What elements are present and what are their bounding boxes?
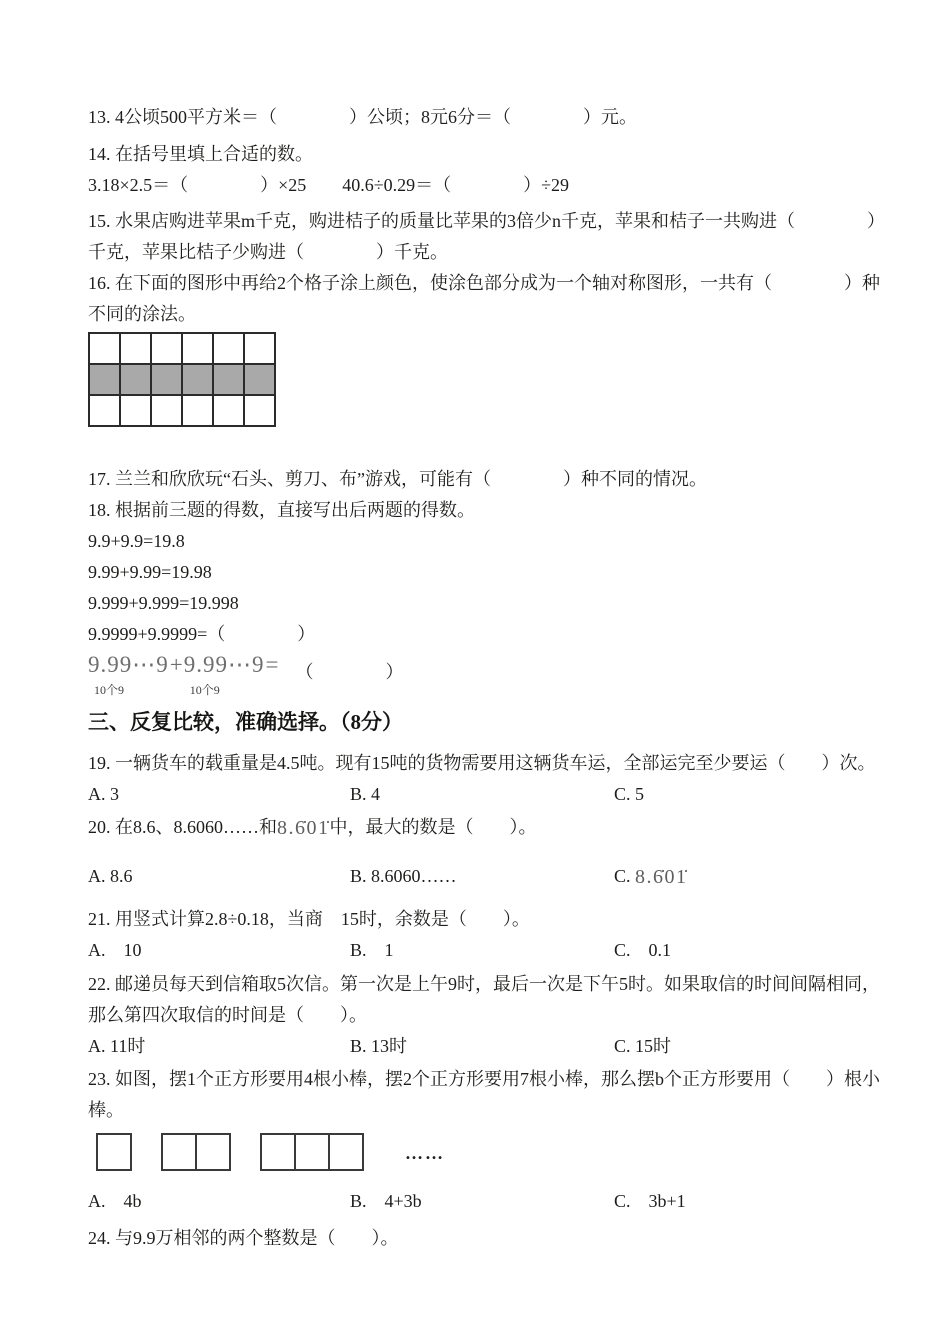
grid-row xyxy=(90,396,276,427)
option-c-letter: C. xyxy=(614,866,636,886)
question-24: 24. 与9.9万相邻的两个整数是（ ）。 xyxy=(88,1228,399,1248)
repeating-decimal-value: 8.6̇01̇ xyxy=(635,866,688,888)
question-20-stem-prefix: 20. 在8.6、8.6060……和 xyxy=(88,817,277,837)
question-23-line1: 23. 如图，摆1个正方形要用4根小棒，摆2个正方形要用7根小棒，那么摆b个正方形要用（ ）根小 xyxy=(88,1069,880,1089)
grid-cell-shaded xyxy=(152,365,183,396)
question-21-option-c: C. 0.1 xyxy=(614,940,672,960)
question-19-option-a: A. 3 xyxy=(88,784,119,804)
repeating-nines-term-2 xyxy=(183,652,265,697)
repeating-decimal-value: 8.6̇01̇ xyxy=(277,817,330,839)
repeating-nines-value: 9.99⋯9 xyxy=(183,652,265,677)
question-21-options xyxy=(88,935,880,966)
section-3-title: 三、反复比较，准确选择。（8分） xyxy=(88,710,403,734)
question-18-equation-5 xyxy=(88,652,880,704)
squares-figure xyxy=(96,1133,880,1173)
squares-ellipsis: …… xyxy=(405,1142,445,1163)
question-23-option-b: B. 4+3b xyxy=(350,1191,422,1211)
squares-group-2 xyxy=(161,1133,231,1171)
grid-cell xyxy=(90,334,121,365)
question-14-equations: 3.18×2.5＝（ ）×25 40.6÷0.29＝（ ）÷29 xyxy=(88,175,570,195)
question-21: 21. 用竖式计算2.8÷0.18，当商 15时，余数是（ ）。 xyxy=(88,909,530,929)
repeating-nines-value: 9.99⋯9 xyxy=(88,652,169,677)
question-15-line1: 15. 水果店购进苹果m千克，购进桔子的质量比苹果的3倍少n千克，苹果和桔子一共购进（ ） xyxy=(88,211,885,231)
square-cell xyxy=(328,1133,364,1171)
squares-group-3 xyxy=(260,1133,364,1171)
square-cell xyxy=(260,1133,296,1171)
question-19-options xyxy=(88,779,880,810)
question-22-option-b: B. 13时 xyxy=(350,1036,408,1056)
question-19-option-c: C. 5 xyxy=(614,784,645,804)
question-16-line2: 不同的涂法。 xyxy=(88,304,196,324)
square-cell xyxy=(294,1133,330,1171)
question-23-option-c: C. 3b+1 xyxy=(614,1191,686,1211)
question-21-option-b: B. 1 xyxy=(350,940,394,960)
grid-figure xyxy=(88,332,276,427)
square-cell xyxy=(96,1133,132,1171)
grid-cell xyxy=(214,334,245,365)
grid-cell-shaded xyxy=(90,365,121,396)
question-23-options xyxy=(88,1186,880,1217)
grid-cell-shaded xyxy=(121,365,152,396)
grid-cell xyxy=(245,396,276,427)
equals-sign: = xyxy=(265,652,279,677)
question-17: 17. 兰兰和欣欣玩“石头、剪刀、布”游戏，可能有（ ）种不同的情况。 xyxy=(88,469,707,489)
grid-cell xyxy=(183,396,214,427)
question-18-equation-4: 9.9999+9.9999=（ ） xyxy=(88,624,316,644)
question-18-equation-3: 9.999+9.999=19.998 xyxy=(88,593,239,613)
question-18-equation-1: 9.9+9.9=19.8 xyxy=(88,531,185,551)
plus-sign: + xyxy=(169,652,183,677)
question-14: 14. 在括号里填上合适的数。 xyxy=(88,144,313,164)
question-19-option-b: B. 4 xyxy=(350,784,381,804)
question-18-equation-2: 9.99+9.99=19.98 xyxy=(88,562,212,582)
answer-blank: （ ） xyxy=(295,662,404,682)
question-20-option-b: B. 8.6060…… xyxy=(350,866,457,886)
grid-cell-shaded xyxy=(214,365,245,396)
question-18: 18. 根据前三题的得数，直接写出后两题的得数。 xyxy=(88,500,475,520)
question-16-line1: 16. 在下面的图形中再给2个格子涂上颜色，使涂色部分成为一个轴对称图形，一共有（ ）种 xyxy=(88,273,880,293)
grid-row xyxy=(90,365,276,396)
question-20 xyxy=(88,812,880,843)
question-22-line1: 22. 邮递员每天到信箱取5次信。第一次是上午9时，最后一次是下午5时。如果取信的时间间隔相同， xyxy=(88,974,880,994)
square-cell xyxy=(195,1133,231,1171)
question-23-option-a: A. 4b xyxy=(88,1191,142,1211)
grid-cell xyxy=(245,334,276,365)
question-22-options xyxy=(88,1031,880,1062)
question-22-line2: 那么第四次取信的时间是（ ）。 xyxy=(88,1005,367,1025)
grid-cell xyxy=(152,396,183,427)
underbrace-label-2: 10个9 xyxy=(189,683,220,697)
squares-group-1 xyxy=(96,1133,132,1171)
question-23-line2: 棒。 xyxy=(88,1100,124,1120)
grid-cell-shaded xyxy=(183,365,214,396)
grid-cell xyxy=(90,396,121,427)
grid-cell xyxy=(121,396,152,427)
grid-row xyxy=(90,334,276,365)
question-20-options xyxy=(88,861,880,892)
repeating-nines-term-1 xyxy=(88,652,169,697)
grid-cell xyxy=(214,396,245,427)
underbrace-label-1: 10个9 xyxy=(94,683,125,697)
question-20-option-a: A. 8.6 xyxy=(88,866,133,886)
grid-cell xyxy=(183,334,214,365)
question-15-line2: 千克，苹果比桔子少购进（ ）千克。 xyxy=(88,242,448,262)
question-19: 19. 一辆货车的载重量是4.5吨。现有15吨的货物需要用这辆货车运，全部运完至少要运（ ）次。 xyxy=(88,753,876,773)
question-21-option-a: A. 10 xyxy=(88,940,142,960)
grid-cell-shaded xyxy=(245,365,276,396)
grid-cell xyxy=(121,334,152,365)
grid-cell xyxy=(152,334,183,365)
square-cell xyxy=(161,1133,197,1171)
question-20-option-c xyxy=(614,861,880,892)
question-22-option-a: A. 11时 xyxy=(88,1036,146,1056)
question-20-stem-suffix: 中，最大的数是（ ）。 xyxy=(329,817,537,837)
question-22-option-c: C. 15时 xyxy=(614,1036,672,1056)
question-13: 13. 4公顷500平方米＝（ ）公顷；8元6分＝（ ）元。 xyxy=(88,107,637,127)
